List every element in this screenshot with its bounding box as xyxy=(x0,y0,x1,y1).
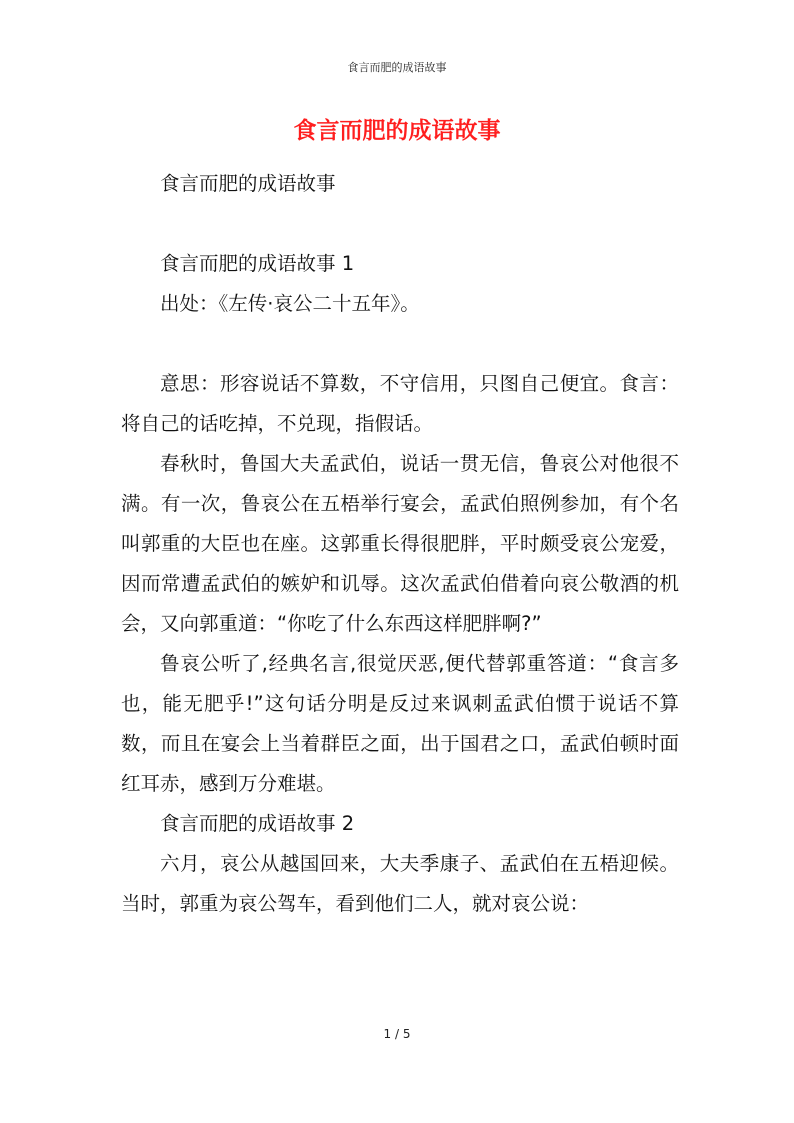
running-header: 食言而肥的成语故事 xyxy=(347,61,447,74)
paragraph: 出处：《左传·哀公二十五年》。 xyxy=(160,292,420,315)
document-title: 食言而肥的成语故事 xyxy=(293,118,501,144)
paragraph: 六月，哀公从越国回来，大夫季康子、孟武伯在五梧迎候。当时，郭重为哀公驾车，看到他们二人，就对哀公说： xyxy=(121,852,679,915)
blank-line xyxy=(121,324,679,364)
paragraph: 食言而肥的成语故事 xyxy=(160,172,336,195)
page-number: 1 / 5 xyxy=(383,1027,411,1041)
section-heading: 食言而肥的成语故事 2 xyxy=(160,812,355,835)
document-body xyxy=(121,164,679,924)
blank-line xyxy=(121,204,679,244)
paragraph: 意思：形容说话不算数，不守信用，只图自己便宜。食言：将自己的话吃掉，不兑现，指假话。 xyxy=(121,372,679,435)
paragraph: 春秋时，鲁国大夫孟武伯，说话一贯无信，鲁哀公对他很不满。有一次，鲁哀公在五梧举行宴会，孟武伯照例参加，有个名叫郭重的大臣也在座。这郭重长得很肥胖，平时颇受哀公宠爱，因而常遭孟武伯的嫉妒和讥辱。这次孟武伯借着向哀公敬酒的机会，又向郭重道：“你吃了什么东西这样肥胖啊?” xyxy=(121,452,679,635)
section-heading: 食言而肥的成语故事 1 xyxy=(160,252,355,275)
paragraph: 鲁哀公听了,经典名言,很觉厌恶,便代替郭重答道：“食言多也，能无肥乎!”这句话分明是反过来讽刺孟武伯惯于说话不算数，而且在宴会上当着群臣之面，出于国君之口，孟武伯顿时面红耳赤，感到万分难堪。 xyxy=(121,652,679,795)
